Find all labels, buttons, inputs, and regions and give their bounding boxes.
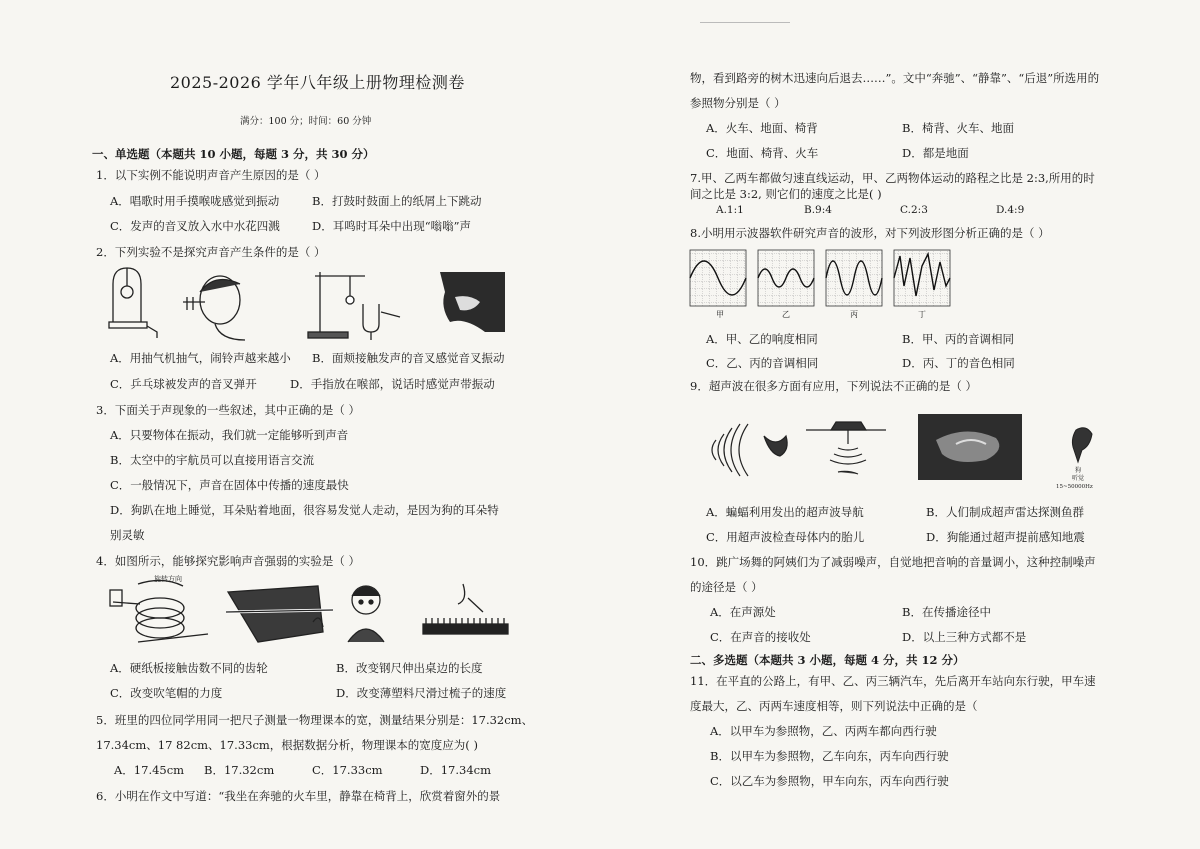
option-a[interactable]: A．在声源处 bbox=[710, 605, 776, 619]
option-c[interactable]: C．用超声波检查母体内的胎儿 bbox=[706, 530, 865, 544]
option-b[interactable]: B．在传播途径中 bbox=[902, 605, 991, 619]
dog-figure bbox=[1056, 428, 1093, 490]
option-a[interactable]: A．唱歌时用手摸喉咙感觉到振动 bbox=[110, 194, 280, 208]
q2-figures bbox=[105, 262, 510, 344]
waveform-label-yi: 乙 bbox=[782, 310, 790, 319]
option-c[interactable]: C．地面、椅背、火车 bbox=[706, 146, 819, 160]
option-d[interactable]: D．狗能通过超声提前感知地震 bbox=[926, 530, 1085, 544]
scan-line bbox=[700, 22, 790, 23]
option-c[interactable]: C.2:3 bbox=[900, 204, 928, 216]
dog-hearing-range: 15~50000Hz bbox=[1056, 484, 1093, 490]
option-a[interactable]: A.1:1 bbox=[716, 204, 744, 216]
waveform-ding bbox=[894, 250, 950, 319]
option-a[interactable]: A．蝙蝠利用发出的超声波导航 bbox=[706, 505, 864, 519]
waveform-bing bbox=[826, 250, 882, 319]
section-single-choice: 一、单选题（本题共 10 小题，每题 3 分，共 30 分） bbox=[92, 147, 375, 161]
question-stem-cont: 参照物分别是（ ） bbox=[690, 96, 786, 110]
sonar-boat-figure bbox=[806, 422, 886, 474]
option-d[interactable]: D．改变薄塑料尺滑过梳子的速度 bbox=[336, 686, 507, 700]
question-stem: 10．跳广场舞的阿姨们为了减弱噪声，自觉地把音响的音量调小，这种控制噪声 bbox=[690, 555, 1096, 569]
stand-tuning-fork-figure bbox=[308, 272, 400, 340]
option-a[interactable]: A．17.45cm bbox=[114, 763, 185, 777]
option-b[interactable]: B．椅背、火车、地面 bbox=[902, 121, 1014, 135]
question-stem: 11．在平直的公路上，有甲、乙、丙三辆汽车，先后离开车站向东行驶，甲车速 bbox=[690, 674, 1096, 688]
question-stem: 8.小明用示波器软件研究声音的波形，对下列波形图分析正确的是（ ） bbox=[690, 226, 1050, 240]
option-a[interactable]: A．甲、乙的响度相同 bbox=[706, 332, 818, 346]
question-stem: 7.甲、乙两车都做匀速直线运动，甲、乙两物体运动的路程之比是 2:3,所用的时 bbox=[690, 171, 1095, 185]
option-d[interactable]: D.4:9 bbox=[996, 204, 1025, 216]
option-a[interactable]: A．只要物体在振动，我们就一定能够听到声音 bbox=[110, 428, 349, 442]
option-b[interactable]: B．面颊接触发声的音叉感觉音叉振动 bbox=[312, 351, 505, 365]
question-stem: 9．超声波在很多方面有应用，下列说法不正确的是（ ） bbox=[690, 379, 977, 393]
boy-figure bbox=[348, 586, 384, 642]
option-d[interactable]: D．以上三种方式都不是 bbox=[902, 630, 1027, 644]
comb-figure bbox=[423, 584, 508, 634]
waveform-label-bing: 丙 bbox=[850, 310, 858, 319]
option-d-cont: 别灵敏 bbox=[110, 528, 145, 542]
option-a[interactable]: A．火车、地面、椅背 bbox=[706, 121, 818, 135]
dog-hearing-label: 听觉 bbox=[1072, 475, 1085, 482]
option-a[interactable]: A．以甲车为参照物，乙、丙两车都向西行驶 bbox=[710, 724, 937, 738]
waveform-yi bbox=[758, 250, 814, 319]
question-stem-cont: 度最大，乙、丙两车速度相等，则下列说法中正确的是（ bbox=[690, 699, 978, 713]
exam-meta: 满分：100 分；时间：60 分钟 bbox=[240, 116, 372, 127]
option-c[interactable]: C．17.33cm bbox=[312, 763, 383, 777]
throat-figure bbox=[440, 272, 505, 332]
option-a[interactable]: A．用抽气机抽气，闹铃声越来越小 bbox=[110, 351, 291, 365]
option-b[interactable]: B．太空中的宇航员可以直接用语言交流 bbox=[110, 453, 314, 467]
waveform-figures bbox=[688, 246, 960, 320]
question-stem: 5．班里的四位同学用同一把尺子测量一物理课本的宽，测量结果分别是：17.32cm、 bbox=[96, 713, 534, 727]
option-c[interactable]: C．发声的音叉放入水中水花四溅 bbox=[110, 219, 280, 233]
question-stem-cont: 间之比是 3:2, 则它们的速度之比是( ) bbox=[690, 187, 882, 201]
option-c[interactable]: C．乙、丙的音调相同 bbox=[706, 356, 819, 370]
waveform-jia bbox=[690, 250, 746, 319]
question-stem-cont: 17.34cm、17 82cm、17.33cm，根据数据分析，物理课本的宽度应为( ) bbox=[96, 738, 478, 752]
question-stem-cont: 的途径是（ ） bbox=[690, 580, 763, 594]
option-d[interactable]: D．狗趴在地上睡觉，耳朵贴着地面，很容易发觉人走动，是因为狗的耳朵特 bbox=[110, 503, 499, 517]
gear-figure bbox=[110, 574, 208, 642]
question-stem: 4．如图所示，能够探究影响声音强弱的实验是（ ） bbox=[96, 554, 360, 568]
q9-figures bbox=[706, 410, 1110, 494]
option-b[interactable]: B．改变钢尺伸出桌边的长度 bbox=[336, 661, 483, 675]
option-d[interactable]: D．17.34cm bbox=[420, 763, 491, 777]
question-stem-cont: 物，看到路旁的树木迅速向后退去……”。文中“奔驰”、“静靠”、“后退”所选用的 bbox=[690, 71, 1100, 85]
option-d[interactable]: D．手指放在喉部，说话时感觉声带振动 bbox=[290, 377, 495, 391]
option-b[interactable]: B．以甲车为参照物，乙车向东，丙车向西行驶 bbox=[710, 749, 949, 763]
option-b[interactable]: B．人们制成超声雷达探测鱼群 bbox=[926, 505, 1084, 519]
option-b[interactable]: B.9:4 bbox=[804, 204, 832, 216]
ultrasound-figure bbox=[918, 414, 1022, 480]
section-multi-choice: 二、多选题（本题共 3 小题，每题 4 分，共 12 分） bbox=[690, 653, 965, 667]
question-6-stem: 6．小明在作文中写道：“我坐在奔驰的火车里，静靠在椅背上，欣赏着窗外的景 bbox=[96, 789, 501, 803]
face-tuning-fork-figure bbox=[183, 276, 245, 340]
dog-label: 狗 bbox=[1075, 467, 1082, 474]
option-a[interactable]: A．硬纸板接触齿数不同的齿轮 bbox=[110, 661, 268, 675]
question-stem: 2．下列实验不是探究声音产生条件的是（ ） bbox=[96, 245, 326, 259]
bat-figure bbox=[712, 424, 787, 476]
option-c[interactable]: C．一般情况下，声音在固体中传播的速度最快 bbox=[110, 478, 349, 492]
page-title: 2025-2026 学年八年级上册物理检测卷 bbox=[170, 73, 465, 92]
q4-figures bbox=[108, 572, 513, 650]
question-stem: 1．以下实例不能说明声音产生原因的是（ ） bbox=[96, 168, 326, 182]
option-d[interactable]: D．耳鸣时耳朵中出现“嗡嗡”声 bbox=[312, 219, 471, 233]
option-d[interactable]: D．都是地面 bbox=[902, 146, 969, 160]
option-c[interactable]: C．以乙车为参照物，甲车向东，丙车向西行驶 bbox=[710, 774, 949, 788]
option-b[interactable]: B．17.32cm bbox=[204, 763, 275, 777]
option-c[interactable]: C．在声音的接收处 bbox=[710, 630, 811, 644]
question-stem: 3．下面关于声现象的一些叙述，其中正确的是（ ） bbox=[96, 403, 360, 417]
waveform-label-jia: 甲 bbox=[716, 310, 724, 319]
ruler-table-figure bbox=[226, 586, 333, 642]
bell-jar-figure bbox=[109, 268, 157, 338]
option-d[interactable]: D．丙、丁的音色相同 bbox=[902, 356, 1015, 370]
option-b[interactable]: B．甲、丙的音调相同 bbox=[902, 332, 1014, 346]
rotation-label: 旋转方向 bbox=[154, 575, 182, 583]
waveform-label-ding: 丁 bbox=[918, 310, 926, 319]
option-b[interactable]: B．打鼓时鼓面上的纸屑上下跳动 bbox=[312, 194, 482, 208]
option-c[interactable]: C．乒乓球被发声的音叉弹开 bbox=[110, 377, 257, 391]
option-c[interactable]: C．改变吹笔帽的力度 bbox=[110, 686, 223, 700]
